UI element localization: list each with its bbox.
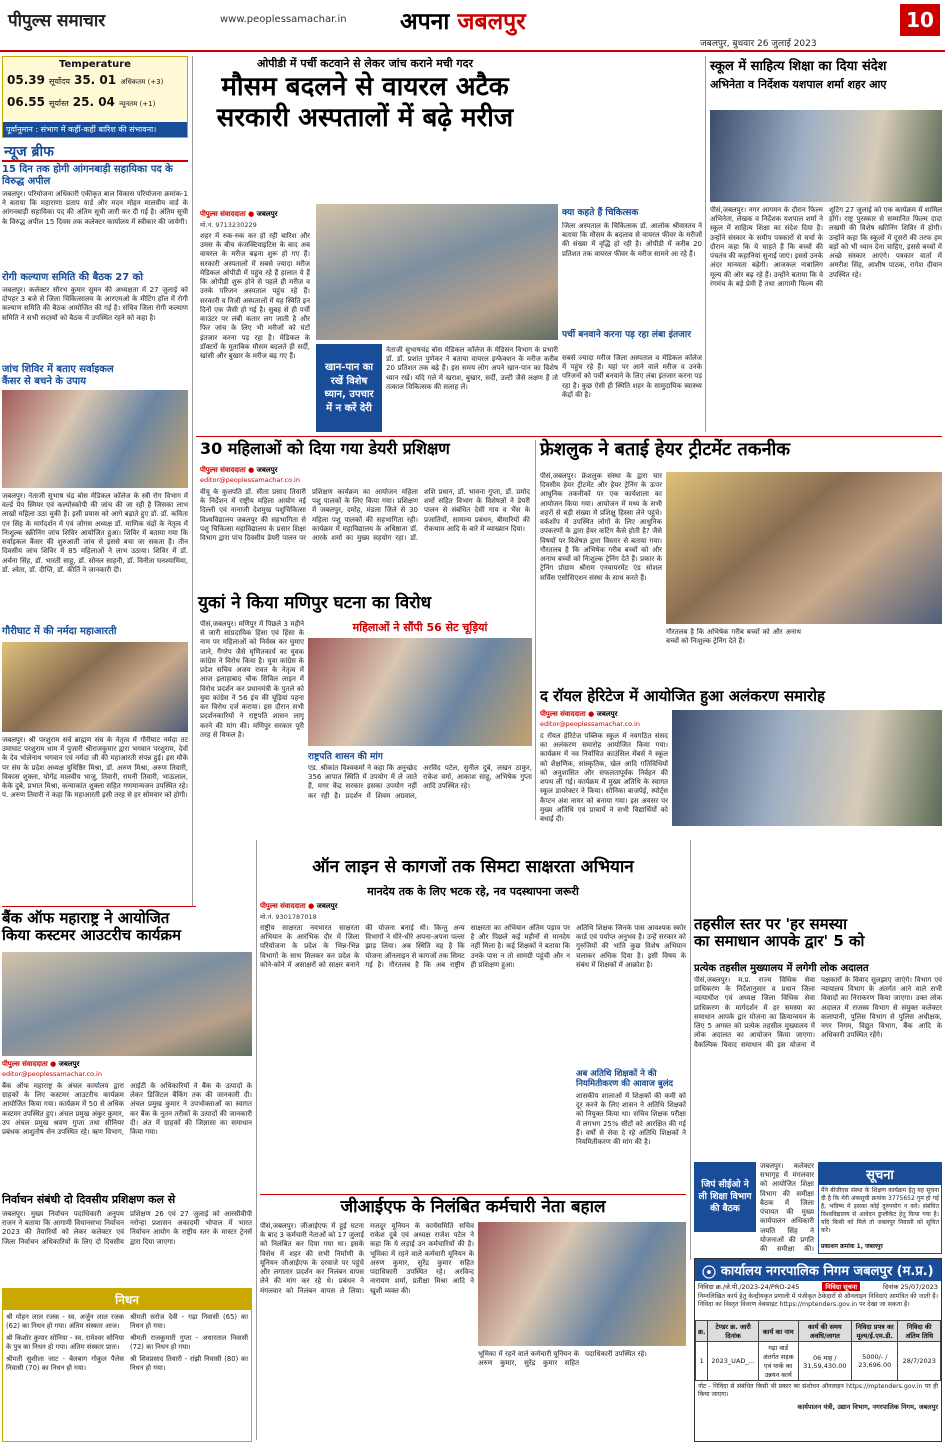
dairy-byline: पीपुल्स संवाददाता ● जबलपुर	[200, 466, 278, 474]
gaurighat-title: गौरीघाट में की नर्मदा महाआरती	[2, 626, 117, 637]
divider	[2, 906, 196, 907]
literacy-body: राष्ट्रीय साक्षरता नवभारत साक्षरता अभियान के आरंभिक दौर में जिला परियोजना के प्रदेश के भिन्न-भिन्न विभागों के साथ मिलकर कर प्रदेश के कोने-कोने में असाक्षरों को साक्षर बनाने की योजना बनाई थी। किन्तु अन्य विभागों ने धीरे-धीरे अपना-अपना पल्ला झाड़ लिया। अब स्थिति यह है कि योजना ऑनलाइन से कागजों तक सिमट गई है। गौरतलब है कि अब राष्ट्रीय साक्षरता का अभियान अंतिम पड़ाव पर है और पिछले कई महीनों से मानदेय नहीं मिला है। कई शिक्षकों ने बताया कि उनके पास न तो सामग्री पहुंची और न ही प्रशिक्षण हुआ।	[260, 924, 570, 969]
obituary-item: श्रीमती सरोज देवी - गढ़ा निवासी (65) का निधन हो गया।	[130, 1313, 248, 1330]
queue-side-title: पर्ची बनवाने करना पड़ रहा लंबा इंतजार	[562, 330, 691, 340]
queue-side-body: सबसे ज्यादा मरीज जिला अस्पताल व मेडिकल कॉलेज में पहुंच रहे हैं। यहां पर आने वाले मरीज व उनके परिजनों को पर्ची बनवाने के लिए लंबा इंतजार करना पड़ रहा है। कुछ ऐसी ही स्थिति शहर के सामुदायिक स्वास्थ्य केंद्रों की है।	[562, 354, 702, 399]
masthead	[0, 0, 945, 52]
weather-row-sunrise: 05.39 सूर्योदय 35. 01 अधिकतम (+3)	[7, 73, 164, 87]
freshluk-caption: गौरतलब है कि अभिषेक गरीब बच्चों को और अनाथ बच्चों को निःशुल्क ट्रेनिंग देते हैं।	[666, 628, 801, 646]
dairy-title: 30 महिलाओं को दिया गया डेयरी प्रशिक्षण	[200, 439, 450, 458]
paper-logo: पीपुल्स समाचार	[8, 11, 106, 31]
notice-box	[818, 1162, 942, 1254]
school-press-photo	[710, 110, 942, 202]
school-body: पीसं,जबलपुर। नगर आगमन के दौरान फिल्म अभिनेता, लेखक व निर्देशक यशपाल शर्मा ने स्कूल में साहित्य शिक्षा का संदेश दिया है। उन्होंने संस्कार के समीप पत्रकारों से चर्चा के दौरान कहा कि ये चाहते हैं कि बच्चों की पंचतंत्र की कहानियां सुनाई जाएं। इससे उनके अंदर मानवता बढ़ेगी। आजकल नाबालिग मूल्य की ओर बढ़ रहे हैं। उन्होंने बताया कि वे रंगमंच के बड़े प्रेमी हैं तथा आगामी फिल्म की शूटिंग 27 जुलाई को एक कार्यक्रम में शामिल होंगे। राष्ट्र पुरस्कार से सम्मानित फिल्म दादा लखमी की विशेष स्क्रीनिंग शिविर में होगी। उन्होंने कहा कि स्कूलों में दूसरों की तरफ हम बड़ों को भी ध्यान देना चाहिए, इससे बच्चों में अच्छे संस्कार आएंगे। पत्रकार वार्ता में अमरीश सिंह, आशीष पाठक, रागेश दीवान उपस्थित रहे।	[710, 206, 942, 288]
bom-photo	[2, 952, 252, 1056]
royal-title: द रॉयल हेरिटेज में आयोजित हुआ अलंकरण समारोह	[540, 687, 825, 705]
notice-title: सूचना	[819, 1163, 941, 1185]
opd-mobile: मो.नं. 9713230229	[200, 221, 257, 229]
dairy-email[interactable]: editor@peoplessamachar.co.in	[200, 476, 300, 484]
literacy-side-text: अतिथि शिक्षक जिनके पास आवश्यक स्कोर कार्ड एवं पर्याप्त अनुभव है। उन्हें सरकार को गुरुजियों की भांति कुछ विशेष अभियान चलाकर अधिक दिया है। इसी विषय के संबंध में शिक्षकों में आक्रोश है।	[576, 924, 686, 969]
paper-url[interactable]: www.peoplessamachar.in	[220, 14, 347, 25]
doctor-side-body: जिला अस्पताल के चिकित्सक डॉ. आलोक श्रीवास्तव ने बताया कि मौसम के बदलाव से वायरल फीवर के मरीजों की संख्या में वृद्धि हो रही है। ओपीडी में करीब 20 प्रतिशत तक वायरल फीवर के मरीज सामने आ रहे हैं।	[562, 222, 702, 258]
literacy-byline: पीपुल्स संवाददाता ● जबलपुर	[260, 902, 338, 910]
column-rule	[192, 56, 193, 906]
investiture-photo	[672, 710, 942, 826]
tehsil-body: पीसं,जबलपुर। म.प्र. राज्य विधिक सेवा प्राधिकरण के निर्देशानुसार व प्रधान जिला न्यायाधीश एवं अध्यक्ष जिला विधिक सेवा प्राधिकरण के मार्गदर्शन में हर समस्या का समाधान आपके द्वार योजना का क्रियान्वयन के लिए 5 अगस्त को प्रत्येक तहसील मुख्यालय में लोक अदालत का आयोजन किया जाएगा। वैकल्पिक विवाद समाधान की इस योजना में पक्षकारों के विवाद सुलझाए जाएंगे। विभाग एवं न्यायालय विभाग के अंतर्गत आने वाले सभी विवादों का निराकरण किया जाएगा। उक्त लोक अदालत में राजस्व विभाग से संयुक्त कलेक्टर कलापानी, पुलिस विभाग से पुलिस अधीक्षक, नगर निगम, विद्युत विभाग, बैंक आदि के अधिकारी उपस्थित रहेंगे।	[694, 976, 942, 1049]
table-row: 1 2023_UAD_... गढ़ा वार्ड अंतर्गत सड़क एवं पार्क का उन्नयन कार्य 06 माह / 31,59,430.00 5000/- / 23,696.00 28/7/2023	[696, 1342, 941, 1381]
cancer-camp-photo	[2, 390, 188, 488]
literacy-title: ऑन लाइन से कागजों तक सिमटा साक्षरता अभियान	[312, 857, 634, 877]
gif-body: पीसं,जबलपुर। जीआईएफ में हुई घटना के बाद 3 कर्मचारी नेताओं को 17 जुलाई को निलंबित कर दिया गया था। इसके विरोध में शहर की सभी निर्माणी के यूनियन जीआईएफ के दरवाजे पर पहुंचे और लगातार प्रदर्शन कर निलंबन वापस लेने की मांग कर रहे थे। प्रबंधन ने मंगलवार को निलंबन वापस ले लिया। मजदूर यूनियन के कार्यसमिति सचिव राकेश दुबे एवं अध्यक्ष राजेश पटेल ने कहा कि ये लड़ाई उन कर्मचारियों की है। भूमिका में रहने वाले कर्मचारी यूनियन के अरुण कुमार, सुरेंद्र कुमार सहित पदाधिकारी उपस्थित रहे। अरविन्द नारायण शर्मा, प्रतीक्षा मिश्रा आदि ने खुशी व्यक्त की।	[260, 1222, 474, 1295]
obituary-item: श्री शिवप्रसाद तिवारी - रांझी निवासी (80) का निधन हो गया।	[130, 1354, 248, 1372]
tender-table	[695, 1320, 941, 1381]
divider	[2, 160, 188, 162]
freshluk-body: पीसं,जबलपुर। फ्रेशलुक संस्था के द्वारा चार दिवसीय हेयर ट्रीटमेंट और हेयर ट्रेनिंग के ऊपर आधुनिक तकनीकों पर एक कार्यशाला का आयोजन किया गया। आयोजन में मध्य के सभी शहरों से बड़ी संख्या में प्रशिक्षु हिस्सा लेने पहुंचे। वर्कशॉप में उपस्थित लोगों के लिए आधुनिक उपकरणों के द्वारा हेयर कटिंग कैसे होती है? जैसे विषयों पर विशेषज्ञ द्वारा विस्तार से बताया गया। गौरतलब है कि अभिषेक गरीब बच्चों को और अनाथ बच्चों को निःशुल्क ट्रेनिंग देते हैं। प्रकार के ट्रेनिंग प्रोग्राम श्रीराम एनवायरमेंट एंड सोशल सर्विस एसोसिएशन संस्था के साथ करते हैं।	[540, 472, 662, 582]
obituary-box	[2, 1288, 252, 1442]
column-rule	[690, 840, 691, 1260]
gif-title: जीआईएफ के निलंबित कर्मचारी नेता बहाल	[340, 1197, 606, 1217]
table-header: क्र. टेण्डर क्र. जारी दिनांक कार्य का नाम कार्य की समय अवधि/लागत निविदा प्रपत्र का मूल्य/ई.एम.डी. निविदा की अंतिम तिथि	[696, 1321, 941, 1342]
news-brief-label: न्यूज ब्रीफ	[4, 144, 54, 160]
cancer-body: जबलपुर। नेताजी सुभाष चंद्र बोस मेडिकल कॉलेज के स्त्री रोग विभाग में वर्ल्ड पेप स्मियर एवं कल्पोस्कोपी की जांच की जा रही है जिसका लाभ लाखों महिला उठा चुकी हैं। इसी प्रयास को आगे बढ़ाते हुए डॉ. डॉ. कविता एन सिंह के मार्गदर्शन में एवं जोगस अध्यक्ष डॉ. माणिक चंद्रों के नेतृत्व में निःशुल्क स्क्रीनिंग जांच शिविर आयोजित हुआ। शिविर में बताया गया कि सर्वाइकल कैंसर की शुरुआती जांच से इससे बचा जा सकता है। तीन दिवसीय जांच शिविर में 85 महिलाओं ने लाभ उठाया। शिविर में डॉ. अर्चना सिंह, डॉ. भारती साहू, डॉ. सोनल साहनी, डॉ. विनीता घनश्यामिया, डॉ. श्वेता, डॉ. दीप्ति, डॉ. कीर्ति ने जानकारी दी।	[2, 492, 188, 574]
municipal-emblem-icon	[702, 1265, 716, 1279]
literacy-sub2: अब अतिथि शिक्षकों ने की नियमितीकरण की आवाज बुलंद	[576, 1069, 673, 1089]
election-title: निर्वाचन संबंधी दो दिवसीय प्रशिक्षण कल से	[2, 1193, 176, 1206]
tender-office: कार्यालय नगरपालिक निगम जबलपुर (म.प्र.)	[695, 1259, 941, 1281]
brief-1-title: 15 दिन तक होगी आंगनबाड़ी सहायिका पद के विरुद्ध अपील	[2, 164, 173, 187]
school-title: स्कूल में साहित्य शिक्षा का दिया संदेश अभिनेता व निर्देशक यशपाल शर्मा शहर आए	[710, 59, 887, 91]
obituary-item: श्री मोहन लाल रजक - स्व. अर्जुन लाल रजक (62) का निधन हो गया। अंतिम संस्कार आज।	[6, 1313, 124, 1330]
column-rule	[256, 840, 257, 1440]
tender-meta: निविदा क्र./जे.पी./2023-24/PRO-245 निविदा सूचना दिनांक 25/07/2023	[698, 1283, 938, 1291]
obituary-title: निधन	[3, 1289, 251, 1310]
royal-email[interactable]: editor@peoplessamachar.co.in	[540, 720, 640, 728]
bom-body: बैंक ऑफ महाराष्ट्र के अंचल कार्यालय द्वारा ग्राहकों के लिए कस्टमर आउटरीच कार्यक्रम आयोजित किया गया। कार्यक्रम में 50 से अधिक कस्टमर उपस्थित हुए। अंचल प्रमुख अंकुर कुमार, उप अंचल प्रमुख श्रवण गुप्ता तथा सीनियर प्रबंधक आशुतोष सेन उपस्थित रहे। ऋण विभाग, आईटी के अधिकारियों ने बैंक के उत्पादों के लेकर डिजिटल बैंकिंग तक की जानकारी दी। अंचल प्रमुख कुमार ने उपभोक्ताओं का स्वागत कर बैंक के नूतन तरीकों के उत्पादों की जानकारी दी। अंत में ग्राहकों की जिज्ञासा का समाधान किया गया।	[2, 1082, 252, 1137]
opd-callout: खान-पान का रखें विशेष ध्यान, उपचार में न करें देरी	[316, 344, 382, 432]
obituary-item: श्री किशोर कुमार सोनिया - स्व. रामेश्वर सोनिया के पुत्र का निधन हो गया। अंतिम संस्कार प्रातः।	[6, 1333, 124, 1351]
tehsil-title: तहसील स्तर पर 'हर समस्या का समाधान आपके द्वार' 5 को	[694, 915, 865, 951]
section-title: अपना जबलपुर	[400, 9, 526, 35]
obituary-list	[3, 1310, 251, 1442]
royal-body: द रॉयल हेरिटेज पब्लिक स्कूल में नवगठित संसद का अलंकरण समारोह आयोजित किया गया। कार्यक्रम में नव निर्वाचित काउंसिल मेंबर्स ने स्कूल को शैक्षणिक, सांस्कृतिक, खेल आदि गतिविधियों को अनुशासित और सफलतापूर्वक निर्वहन की शपथ ली गई। कार्यक्रम में मुख्य अतिथि के स्वागत स्कूल डायरेक्टर ने किया। सोनिका बाजपेई, स्पोर्ट्स कैप्टन अंश नायर को बनाया गया। इस अवसर पर मुख्य अतिथि एवं प्राचार्य ने सभी विद्यार्थियों को बधाई दी।	[540, 732, 668, 824]
opd-body: शहर में रुक-रुक कर हो रही बारिश और उमस के बीच कंजक्टिवाइटिस के बाद अब वायरल के मरीज बढ़ना शुरू हो गए हैं। सरकारी अस्पतालों में सबसे ज्यादा मरीज मेडिकल ओपीडी में पहुंच रहे हैं हालात ये हैं कि ओपीडी शुरू होने से पहले ही मरीज व उनके परिजन अस्पताल पहुंच रहे हैं। सरकारी व निजी अस्पतालों में यह स्थिति इन दिनों एक जैसी हो गई है। सुबह से ही पर्ची काउंटर पर लंबी कतार लग जाती है और फिर जांच के लिए भी मरीजों को घंटों इंतजार करना पड़ रहा है। मेडिकल के डॉक्टरों के मुताबिक मौसम बदलते ही सर्दी, खांसी और बुखार के मरीज बढ़ गए हैं।	[200, 232, 310, 361]
notice-body: मैंने बीजीएस संस्था के शिक्षण कार्यक्रम हेतु यह सूचना दी है कि मेरी अंकसूची क्रमांक 3775652 गुम हो गई है, भविष्य में इसका कोई दुरुपयोग न करे। संबंधित विश्वविद्यालय से आवेदन डुप्लीकेट हेतु किया गया है। यदि किसी को मिले तो जबलपुर निवासी को सूचित करें।	[821, 1187, 939, 1234]
weather-row-sunset: 06.55 सूर्यास्त 25. 04 न्यूनतम (+1)	[7, 95, 156, 109]
royal-byline: पीपुल्स संवाददाता ● जबलपुर	[540, 710, 618, 718]
weather-box	[2, 56, 188, 138]
ceo-body: जबलपुर। कलेक्टर सभागृह में मंगलवार को आयोजित शिक्षा विभाग की समीक्षा बैठक में जिला पंचायत की मुख्य कार्यपालन अधिकारी जयति सिंह ने योजनाओं की प्रगति की समीक्षा की।	[760, 1162, 814, 1254]
opd-hospital-photo	[316, 204, 558, 340]
weather-forecast: पूर्वानुमान : संभाग में कहीं-कहीं बारिश की संभावना।	[3, 122, 187, 137]
hair-workshop-photo	[666, 472, 942, 624]
manipur-body2: एड. श्रीकांत विश्वकर्मा ने कहा कि अनुच्छेद 356 आपात स्थिति में उपयोग में ले जाते हैं, मगर केंद्र सरकार इसका उपयोग नहीं कर रही है। प्रदर्शन में शिवम अग्रवाल, अरविंद पटेल, सुनील दुबे, लखन ठाकुर, राकेश वर्मा, आकाश साहू, अभिषेक गुप्ता आदि उपस्थित रहे।	[308, 764, 532, 800]
obituary-item: श्रीमती राजकुमारी गुप्ता - अधारताल निवासी (72) का निधन हो गया।	[130, 1333, 248, 1351]
dateline: जबलपुर, बुधवार 26 जुलाई 2023	[700, 39, 817, 49]
brief-2-body: जबलपुर। कलेक्टर सौरभ कुमार सुमन की अध्यक्षता में 27 जुलाई को दोपहर 3 बजे से जिला चिकित्सालय के आरएमओ के मीटिंग हॉल में रोगी कल्याण समिति की बैठक आयोजित की गई है। संचिव जिला रोगी कल्याण समिति ने सभी सदस्यों को बैठक में उपस्थित रहने को कहा है।	[2, 286, 188, 322]
tender-sign: कार्यपालन यंत्री, उद्यान विभाग, नगरपालिक निगम, जबलपुर	[797, 1403, 938, 1411]
gaurighat-body: जबलपुर। श्री परशुराम सर्व ब्राह्मण संघ के नेतृत्व में गौरीघाट नर्मदा तट उमाघाट परशुराम धाम में पुजारी श्रीराजकुमार द्वारा भगवान परशुराम, देवों के देव भोलेनाथ भगवान एवं नर्मदा जी की महाआरती संपन्न हुई। इस मौके पर संघ के प्रदेश अध्यक्ष युधिष्ठिर मिश्रा, डॉ. अरुण मिश्रा, अरुण तिवारी, विकास शुक्ला, योगेंद्र मालवीय भाजु, तिवारी, रामनी तिवारी, भाऊलाल, केके दुबे, प्रभात मिश्रा, कन्याकांत शुक्ला सहित गणमान्यजन उपस्थित रहे। पं. अरुण तिवारी ने कहा कि महाआरती इसी तरह से हर सोमवार को होगी।	[2, 736, 188, 800]
cancer-title: जांच शिविर में बताए सर्वाइकल कैंसर से बचने के उपाय	[2, 364, 114, 387]
divider	[196, 436, 942, 437]
bom-byline: पीपुल्स संवाददाता ● जबलपुर	[2, 1060, 80, 1068]
tender-footer: नोट - निविदा से संबंधित किसी भी प्रकार का संशोधन ऑनलाइन https://mptenders.gov.in पर ही किया जाएगा।	[698, 1383, 938, 1399]
manipur-sub: महिलाओं ने सौंपी 56 सेट चूड़ियां	[352, 621, 488, 634]
opd-headline: मौसम बदलने से वायरल अटैक सरकारी अस्पतालों में बढ़े मरीज	[216, 72, 514, 133]
gif-caption: भूमिका में रहने वाले कर्मचारी यूनियन के अरुण कुमार, सुरेंद्र कुमार सहित पदाधिकारी उपस्थित रहे।	[478, 1350, 647, 1368]
doctor-side-title: क्या कहते हैं चिकित्सक	[562, 208, 639, 218]
aarti-photo	[2, 642, 188, 732]
manipur-title: युकां ने किया मणिपुर घटना का विरोध	[198, 593, 432, 613]
manipur-protest-photo	[308, 638, 532, 746]
weather-title: Temperature	[59, 59, 131, 70]
dairy-body: वीयू के कुलपति डॉ. सीता प्रसाद तिवारी के निर्देशन में राष्ट्रीय महिला आयोग नई दिल्ली एवं नानाजी देशमुख पशुचिकित्सा विश्वविद्यालय जबलपुर की सहभागिता से पशु चिकित्सा महाविद्यालय के प्रसार शिक्षा विभाग द्वारा पांच दिवसीय डेयरी पालन पर प्रशिक्षण कार्यक्रम का आयोजन महिला पशु पालकों के लिए किया गया। प्रशिक्षण में जबलपुर, दमोह, मंडला जिले से 30 महिला पशु पालकों की सहभागिता रही। कार्यक्रम में महाविद्यालय के अधिष्ठाता डॉ. आरके शर्मा का मुख्य सहयोग रहा। डॉ. शशि प्रधान, डॉ. भावना गुप्ता, डॉ. प्रमोद शर्मा सहित विभाग के विशेषज्ञों ने डेयरी पालन से संबंधित देसी गाय व भैंस के प्रजातियों, सामान्य प्रबंधन, बीमारियों की रोकथाम आदि के बारे में व्याख्यान दिया।	[200, 488, 530, 543]
bom-email[interactable]: editor@peoplessamachar.co.in	[2, 1070, 102, 1078]
literacy-mobile: मो.नं. 9301787018	[260, 913, 317, 921]
literacy-sub: मानदेय तक के लिए भटक रहे, नव पदस्थापना जरूरी	[367, 885, 579, 898]
divider	[260, 1194, 686, 1195]
brief-2-title: रोगी कल्याण समिति की बैठक 27 को	[2, 272, 143, 283]
manipur-body: पीसं,जबलपुर। मणिपुर में पिछले 3 महीने से जारी सांप्रदायिक हिंसा एवं हिंसा के नाम पर महिलाओं को निर्वस्त्र कर घुमाए जाने, गैंगरेप जैसे घृणितकार्य का युवक कांग्रेस ने विरोध किया है। युवा कांग्रेस के प्रदेश सचिव अजय रावत के नेतृत्व में आज इलाहाबाद चौक सिविल लाइन में विरोध प्रदर्शन कर प्रधानमंत्री के पुतले को युवा कांग्रेस ने 56 इंच की चूड़ियां पहना कर विरोध दर्ज कराया। इस दौरान सभी प्रदर्शनकारियों ने राष्ट्रपति शासन लागू करने की मांग की। मणिपुर सरकार पूरी तरह से विफल है।	[200, 620, 304, 739]
opd-byline: पीपुल्स संवाददाता ● जबलपुर	[200, 210, 278, 218]
notice-sign: प्रकाशन क्रमांक 1, जबलपुर	[821, 1243, 883, 1250]
freshluk-title: फ्रेशलुक ने बताई हेयर ट्रीटमेंट तकनीक	[540, 439, 791, 460]
page-number: 10	[900, 4, 940, 36]
tender-notice	[694, 1258, 942, 1442]
tender-intro: निम्नलिखित कार्य हेतु केन्द्रीयकृत प्रणाली में पंजीकृत ठेकेदारों से ऑनलाइन निविदाएं आमंत्रित की जाती हैं। निविदा का विस्तृत विवरण वेबसाइट https://mptenders.gov.in पर देखा जा सकता है।	[698, 1293, 938, 1309]
tehsil-sub: प्रत्येक तहसील मुख्यालय में लगेगी लोक अदालत	[694, 963, 869, 974]
obituary-item: श्रीमती सुशीला जाट - बेलबाग गोकुल पैलेस निवासी (70) का निधन हो गया।	[6, 1354, 124, 1372]
election-body: जबलपुर। मुख्य निर्वाचन पदाधिकारी अनुपम राजन ने बताया कि आगामी विधानसभा निर्वाचन 2023 की तैयारियों को लेकर कलेक्टर एवं जिला निर्वाचन अधिकारियों के लिए दो दिवसीय प्रशिक्षण 26 एवं 27 जुलाई को आरसीवीपी नरोन्हा प्रशासन अकादमी भोपाल में भारत निर्वाचन आयोग के राष्ट्रीय स्तर के मास्टर ट्रेनर्स द्वारा दिया जाएगा।	[2, 1210, 252, 1246]
manipur-sub2: राष्ट्रपति शासन की मांग	[308, 752, 383, 762]
ceo-title: जिपं सीईओ ने ली शिक्षा विभाग की बैठक	[694, 1162, 756, 1232]
gif-workers-photo	[478, 1222, 686, 1346]
column-rule	[535, 440, 536, 820]
literacy-body2: शासकीय शालाओं में शिक्षकों की कमी को दूर करने के लिए शासन ने अतिथि शिक्षकों को नियुक्त किया था। सचिव शिक्षक परीक्षा में लगभग 25% सीटों को आरक्षित की गई हैं। वर्षों से सेवा दे रहे अतिथि शिक्षकों ने नियमितीकरण की मांग की है।	[576, 1092, 686, 1147]
bom-title: बैंक ऑफ महाराष्ट्र ने आयोजित किया कस्टमर आउटरीच कार्यक्रम	[2, 909, 181, 945]
column-rule	[705, 56, 706, 432]
brief-1-body: जबलपुर। परियोजना अधिकारी एकीकृत बाल विकास परियोजना क्रमांक-1 ने बताया कि महाराणा प्रताप वार्ड और मदन मोहन मालवीय वार्ड के आंगनबाड़ी सहायिका पद की अंतिम सूची जारी कर दी गई है। अंतिम सूची के विरुद्ध अपील 15 दिवस तक कलेक्टर कार्यालय में स्वीकार की जायेगी।	[2, 190, 188, 226]
opd-photo-caption: नेताजी सुभाषचंद्र बोस मेडिकल कॉलेज के मेडिसन विभाग के प्रभारी डॉ. डॉ. प्रशांत पुणेकर ने बताया वायरल इन्फेक्शन के मरीज करीब 20 प्रतिशत तक बढ़े हैं। इस समय लोग अपने खान-पान का विशेष ध्यान रखें। यदि गले में खराश, बुखार, सर्दी, उल्टी जैसे लक्षण हैं तो तत्काल चिकित्सक की सलाह लें।	[386, 346, 558, 391]
opd-kicker: ओपीडी में पर्ची कटवाने से लेकर जांच कराने मची गदर	[257, 57, 473, 70]
